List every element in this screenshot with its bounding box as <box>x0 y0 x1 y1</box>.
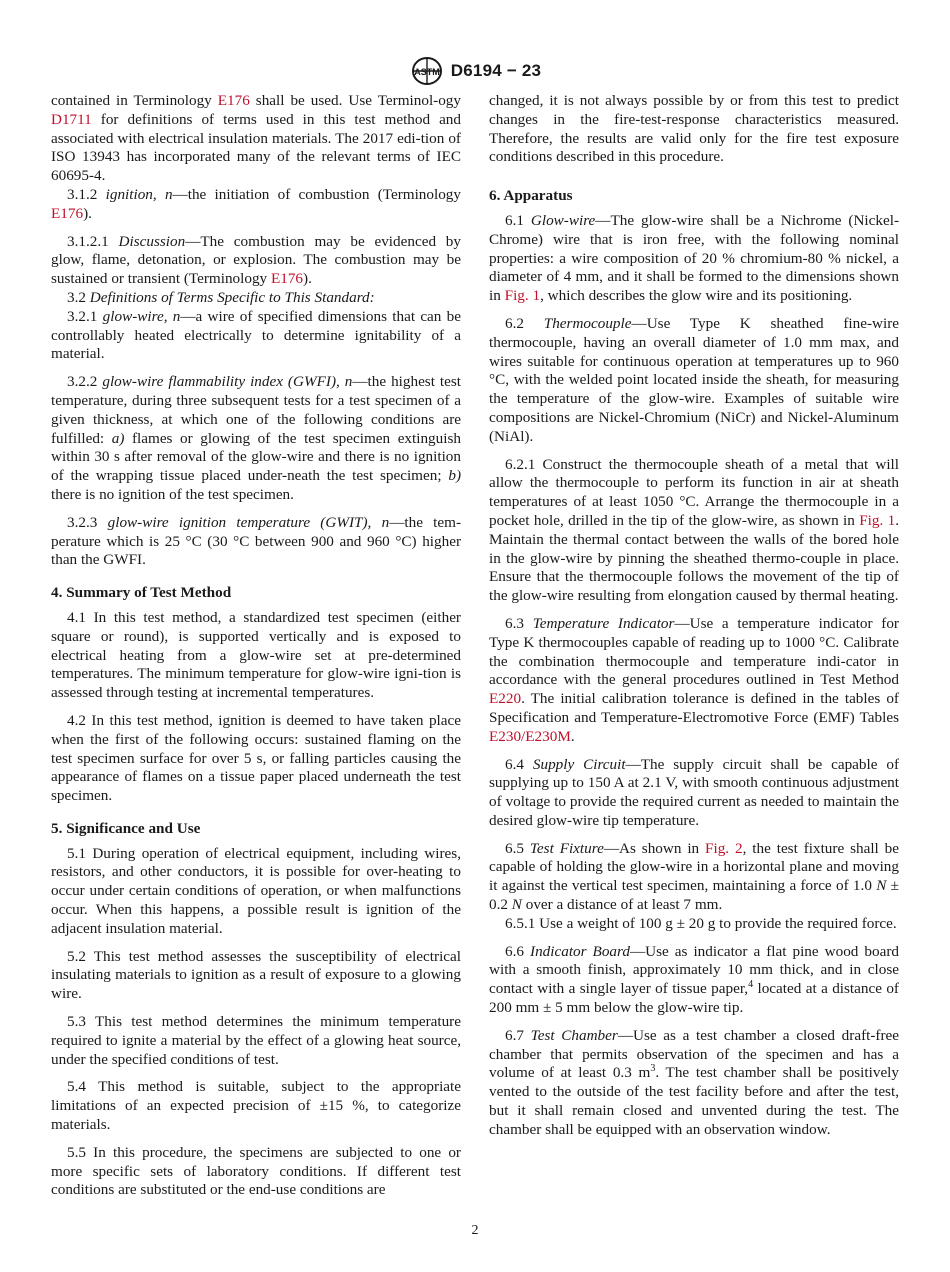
link-e230[interactable]: E230/E230M <box>489 727 571 745</box>
paragraph-3-1-2: 3.1.2 ignition, n—the initiation of combustion (Terminology E176). <box>51 185 461 222</box>
paragraph-5-4: 5.4 This method is suitable, subject to the appropriate limitations of an expected precision of ±15 %, to categorize materials. <box>51 1078 461 1134</box>
paragraph-5-1: 5.1 During operation of electrical equipment, including wires, resistors, and other conductors, it is possible for over-heating to occur under certain conditions of operation, or when malfunctions occur. When this happens, a possible result is ignition of the adjacent insulation material. <box>51 844 461 937</box>
paragraph-5-2: 5.2 This test method assesses the susceptibility of electrical insulating materials to ignition as a result of exposure to a glowing wire. <box>51 947 461 1003</box>
paragraph-5-5: 5.5 In this procedure, the specimens are subjected to one or more specific sets of laboratory conditions. If different test conditions are substituted or the end-use conditions are <box>51 1143 461 1199</box>
document-id: D6194 − 23 <box>450 60 542 80</box>
link-d1711[interactable]: D1711 <box>51 110 92 128</box>
paragraph-6-5-1: 6.5.1 Use a weight of 100 g ± 20 g to provide the required force. <box>505 914 897 932</box>
footnote-ref: 4 <box>748 979 754 991</box>
paragraph-5-3: 5.3 This test method determines the minimum temperature required to ignite a material by the effect of a glowing heat source, under the specified conditions of test. <box>51 1013 461 1068</box>
paragraph-3-1-2-1: 3.1.2.1 Discussion—The combustion may be evidenced by glow, flame, detonation, or explosion. The combustion may be sustained or transient (Terminology E176). <box>51 232 461 288</box>
paragraph-4-2: 4.2 In this test method, ignition is deemed to have taken place when the first of the following occurs: sustained flaming on the test specimen surface for over 5 s, or falling particles causing the appearance of flames on a tissue paper placed underneath the test specimen. <box>51 711 461 805</box>
section-heading-4: 4. Summary of Test Method <box>51 584 232 602</box>
paragraph-3-2-1: 3.2.1 glow-wire, n—a wire of specified dimensions that can be controllably heated electrically to determine ignitability of a material. <box>51 307 461 363</box>
left-column <box>51 92 461 1200</box>
paragraph-3-2-3: 3.2.3 glow-wire ignition temperature (GWIT), n—the tem-perature which is 25 °C (30 °C between 900 and 960 °C) higher than the GWFI. <box>51 513 462 569</box>
section-heading-5: 5. Significance and Use <box>51 819 201 837</box>
astm-logo-icon <box>409 56 445 86</box>
paragraph-3-2: 3.2 Definitions of Terms Specific to This Standard: <box>67 288 375 306</box>
paragraph-4-1: 4.1 In this test method, a standardized test specimen (either square or round), is supported vertically and is exposed to electrical heating from a glow-wire set at pre-determined temperatures. The minimum temperature for glow-wire igni-tion is assessed through testing at incremental temperatures. <box>51 608 461 702</box>
paragraph-6-1: 6.1 Glow-wire—The glow-wire shall be a Nichrome (Nickel-Chrome) wire that is iron free, with the following nominal properties: a wire composition of 20 % chromium-80 % nickel, a diameter of 4 mm, and it shall be formed to the dimensions shown in Fig. 1, which describes the glow wire and its positioning. <box>489 211 899 305</box>
page-number: 2 <box>471 1223 479 1238</box>
paragraph-5-5-cont: changed, it is not always possible by or from this test to predict changes in the fire-test-response characteristics measured. Therefore, the results are valid only for the fire test exposure conditions described in this procedure. <box>489 92 899 166</box>
link-e176[interactable]: E176 <box>51 204 84 222</box>
right-column <box>489 92 899 1140</box>
svg-text:ASTM: ASTM <box>414 67 440 77</box>
paragraph-6-2-1: 6.2.1 Construct the thermocouple sheath of a metal that will allow the thermocouple to perform its function in air at sheath temperatures of at least 1050 °C. Arrange the thermocouple in a pocket hole, drilled in the tip of the glow-wire, as shown in Fig. 1. Maintain the thermal contact between the walls of the bored hole in the glow-wire by pinning the sheathed thermo-couple in place. Ensure that the thermocouple follows the movement of the tip of the glow-wire resulting from elongation caused by thermal heating. <box>489 455 899 605</box>
paragraph-6-5: 6.5 Test Fixture—As shown in Fig. 2, the test fixture shall be capable of holding the glow-wire in a horizontal plane and moving it against the vertical test specimen, maintaining a force of 1.0 N ± 0.2 N over a distance of at least 7 mm. <box>489 839 899 914</box>
link-fig-2[interactable]: Fig. 2 <box>705 839 743 857</box>
link-e176[interactable]: E176 <box>270 270 304 288</box>
paragraph-6-4: 6.4 Supply Circuit—The supply circuit shall be capable of supplying up to 150 A at 2.1 V, with smooth continuous adjustment of voltage to provide the required current as needed to maintain the desired glow-wire tip temperature. <box>489 755 900 829</box>
paragraph-3-2-2: 3.2.2 glow-wire flammability index (GWFI), n—the highest test temperature, during three subsequent tests for a test specimen of a given thickness, at which one of the following conditions are fulfilled: a) flames or glowing of the test specimen extinguish within 30 s after removal of the glow-wire and there is no ignition of the wrapping tissue placed under-neath the test specimen; b) there is no ignition of the test specimen. <box>51 373 461 503</box>
paragraph-6-3: 6.3 Temperature Indicator—Use a temperature indicator for Type K thermocouples capable of reading up to 1000 °C. Calibrate the combination thermocouple and temperature indi-cator in accordance with the general procedures outlined in Test Method E220. The initial calibration tolerance is defined in the tables of Specification and Temperature-Electromotive Force (EMF) Tables E230/E230M. <box>489 614 899 745</box>
paragraph-3-1-cont: contained in Terminology E176 shall be used. Use Terminol-ogy D1711 for definitions of terms used in this test method and associated with electrical insulation materials. The 2017 edi-tion of ISO 13943 has incorporated many of the relevant terms of IEC 60695-4. <box>51 92 461 185</box>
paragraph-6-2: 6.2 Thermocouple—Use Type K sheathed fine-wire thermocouple, having an overall diameter of 1.0 mm max, and wires suitable for continuous operation at temperatures up to 960 °C, with the welded point located inside the sheath, for measuring the temperature of the glow-wire. Examples of suitable wire compositions are Nickel-Chromium (NiCr) and Nickel-Aluminum (NiAl). <box>489 314 899 445</box>
paragraph-6-6: 6.6 Indicator Board—Use as indicator a flat pine wood board with a smooth finish, approximately 10 mm thick, and in close contact with a single layer of tissue paper,$^4$ located at a distance of 200 mm ± 5 mm below the glow-wire tip. <box>489 942 899 1017</box>
section-heading-6: 6. Apparatus <box>489 187 573 205</box>
link-e176[interactable]: E176 <box>217 92 250 109</box>
page-header <box>0 56 950 86</box>
paragraph-6-7: 6.7 Test Chamber—Use as a test chamber a closed draft-free chamber that permits observation of the specimen and has a volume of at least 0.3 $m^3$. The test chamber shall be positively vented to the outside of the test facility before and after the test, but it shall remain closed and unvented during the test. The chamber shall be equipped with an observation window. <box>489 1026 900 1138</box>
link-e220[interactable]: E220 <box>489 690 522 708</box>
link-fig-1[interactable]: Fig. 1 <box>504 287 541 305</box>
link-fig-1[interactable]: Fig. 1 <box>859 511 896 529</box>
